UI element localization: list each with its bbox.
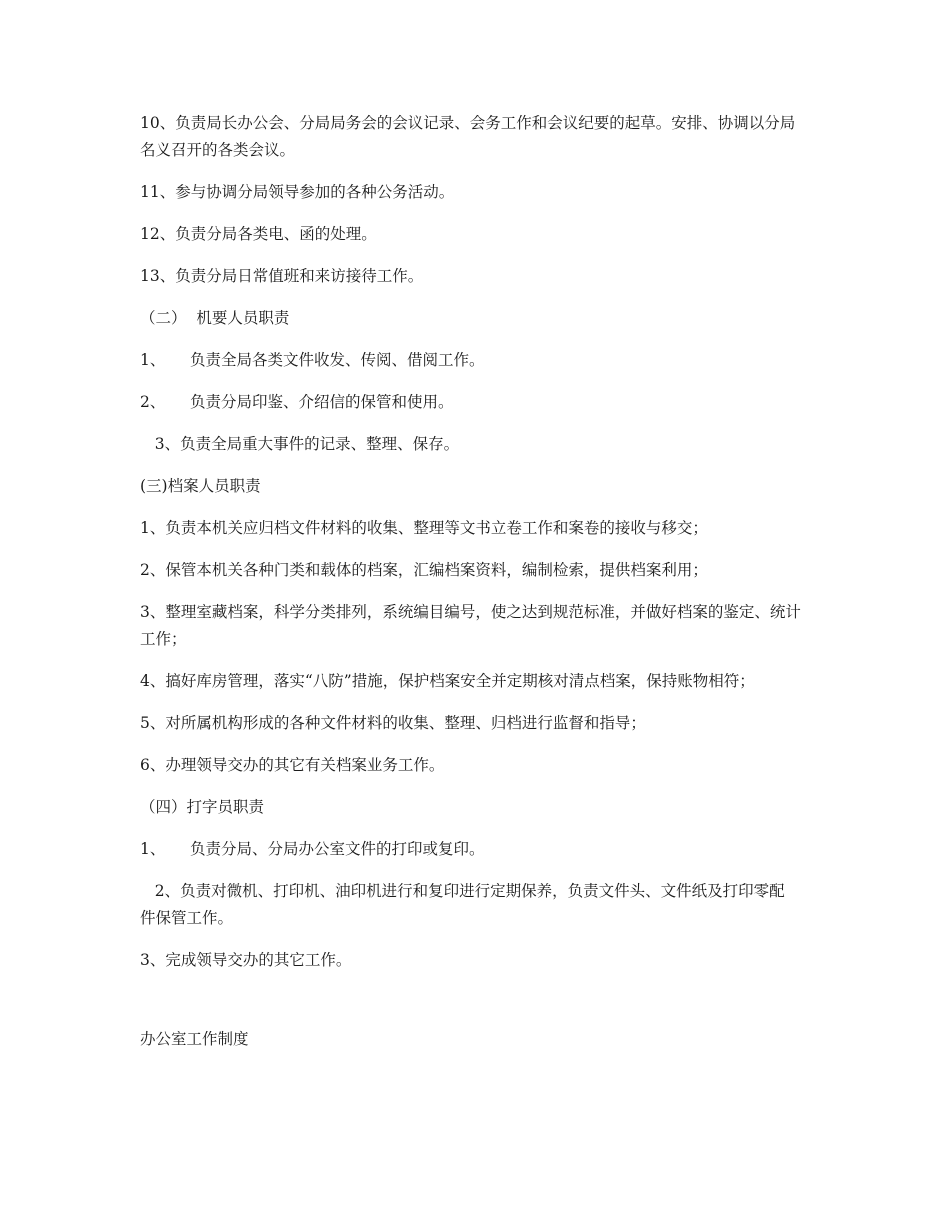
document-page [140, 110, 810, 1068]
section-heading-confidential-staff: （二） 机要人员职责 [140, 309, 290, 327]
duty-item-10: 10、负责局长办公会、分局局务会的会议记录、会务工作和会议纪要的起草。安排、协调以分局名义召开的各类会议。 [140, 114, 796, 159]
archive-duty-1: 1、负责本机关应归档文件材料的收集、整理等文书立卷工作和案卷的接收与移交； [140, 519, 708, 537]
section-spacer [140, 989, 810, 1026]
archive-duty-3: 3、整理室藏档案，科学分类排列，系统编目编号，使之达到规范标准，并做好档案的鉴定、统计工作； [140, 603, 801, 648]
archive-duty-6: 6、办理领导交办的其它有关档案业务工作。 [140, 756, 445, 774]
closing-heading: 办公室工作制度 [140, 1030, 249, 1048]
duty-item-12: 12、负责分局各类电、函的处理。 [140, 225, 377, 243]
confidential-duty-3: 3、负责全局重大事件的记录、整理、保存。 [140, 435, 460, 453]
archive-duty-5: 5、对所属机构形成的各种文件材料的收集、整理、归档进行监督和指导； [140, 714, 646, 732]
confidential-duty-1: 1、 负责全局各类文件收发、传阅、借阅工作。 [140, 351, 485, 369]
archive-duty-2: 2、保管本机关各种门类和载体的档案，汇编档案资料，编制检索，提供档案利用； [140, 561, 708, 579]
typist-duty-3: 3、完成领导交办的其它工作。 [140, 951, 352, 969]
duty-item-13: 13、负责分局日常值班和来访接待工作。 [140, 267, 424, 285]
duty-item-11: 11、参与协调分局领导参加的各种公务活动。 [140, 183, 455, 201]
section-heading-typist: （四）打字员职责 [140, 798, 265, 816]
confidential-duty-2: 2、 负责分局印鉴、介绍信的保管和使用。 [140, 393, 454, 411]
typist-duty-1: 1、 负责分局、分局办公室文件的打印或复印。 [140, 840, 485, 858]
typist-duty-2: 2、负责对微机、打印机、油印机进行和复印进行定期保养，负责文件头、文件纸及打印零配件保管工作。 [140, 882, 785, 927]
archive-duty-4: 4、搞好库房管理，落实“八防”措施，保护档案安全并定期核对清点档案，保持账物相符； [140, 672, 755, 690]
section-heading-archive-staff: (三)档案人员职责 [140, 477, 261, 495]
